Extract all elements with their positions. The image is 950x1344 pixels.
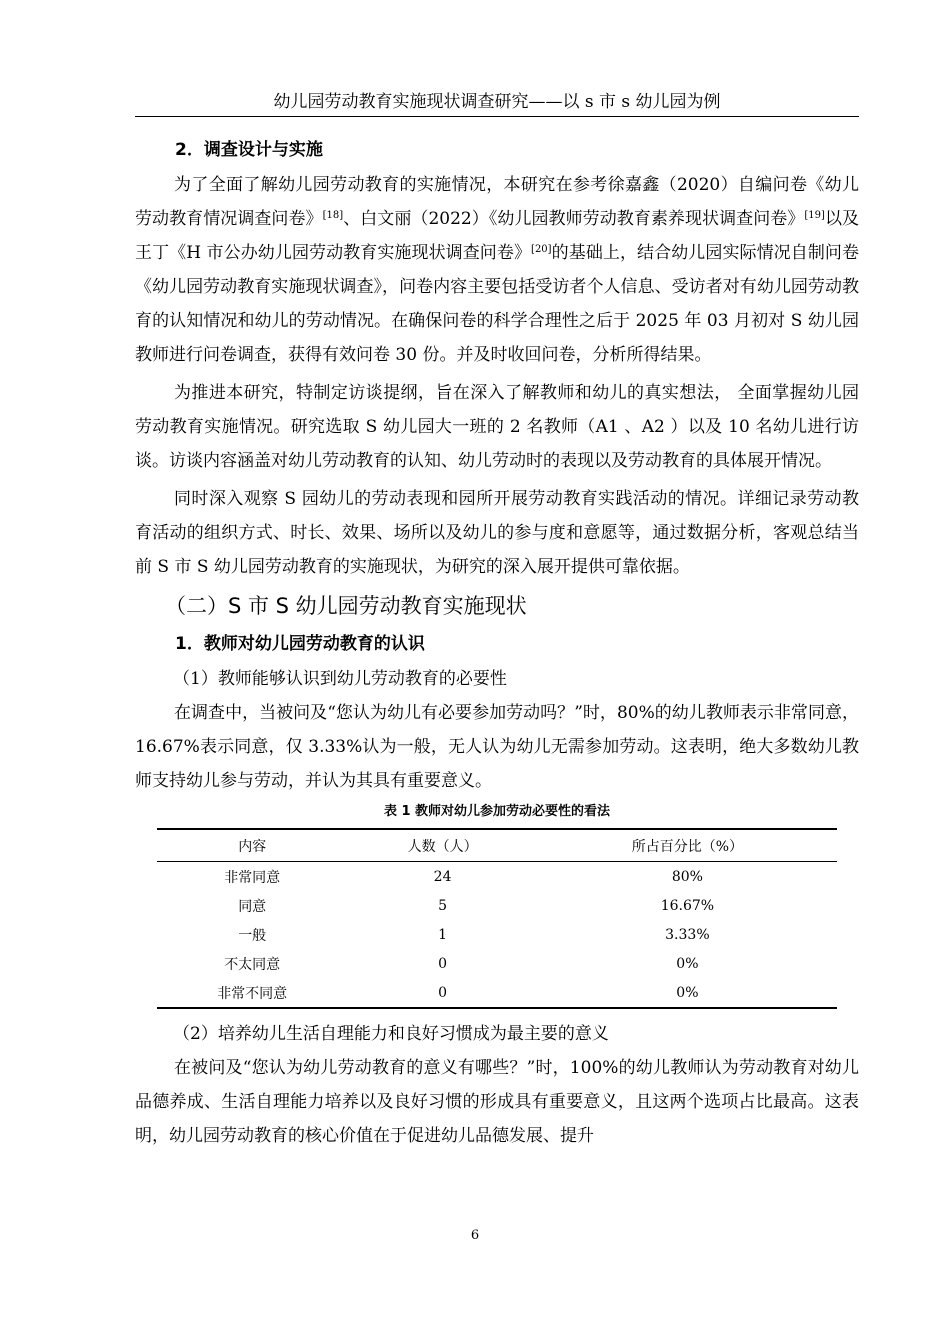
data-table [157, 828, 837, 1009]
paragraph-necessity-results: 在调查中，当被问及“您认为幼儿有必要参加劳动吗？”时，80%的幼儿教师表示非常同意，16.67%表示同意，仅 3.33%认为一般，无人认为幼儿无需参加劳动。这表明，绝大多数幼儿教师支持幼儿参与劳动，并认为其具有重要意义。 [135, 703, 859, 791]
table-cell: 0 [438, 984, 448, 1001]
page-body [135, 132, 859, 1153]
table-row [157, 862, 837, 892]
table-cell: 同意 [238, 898, 267, 915]
point-heading-necessity: （1）教师能够认识到幼儿劳动教育的必要性 [173, 669, 507, 689]
table-cell: 0% [676, 955, 699, 972]
section-heading-status: （二）S 市 S 幼儿园劳动教育实施现状 [165, 594, 527, 618]
table-cell: 0% [676, 984, 699, 1001]
table-caption: 表 1 教师对幼儿参加劳动必要性的看法 [383, 804, 611, 819]
citation-ref: [18] [322, 210, 344, 221]
paragraph-text: 的基础上，结合幼儿园实际情况自制问卷《幼儿园劳动教育实施现状调查》，问卷内容主要包括受访者个人信息、受访者对有幼儿园劳动教育的认知情况和幼儿的劳动情况。在确保问卷的科学合理性之后于 2025 年 03 月初对 S 幼儿园教师进行问卷调查，获得有效问卷 30 份。并及时收回问卷，分析所得结果。 [135, 243, 859, 365]
paragraph-text: 为了全面了解幼儿园劳动教育的实施情况，本研究在参考徐嘉鑫（2020）自编问卷《幼儿劳动教育情况调查问卷》 [135, 175, 859, 229]
table-row [157, 978, 837, 1008]
table-row [157, 949, 837, 978]
citation-ref: [20] [531, 244, 552, 255]
paragraph-questionnaire [135, 168, 859, 372]
table-cell: 5 [438, 897, 448, 914]
citation-ref: [19] [804, 210, 825, 221]
column-header: 人数（人） [407, 838, 478, 855]
section-heading-survey-design: 2．调查设计与实施 [175, 140, 323, 160]
subsection-heading-teacher-cognition: 1．教师对幼儿园劳动教育的认识 [175, 634, 425, 654]
table-cell: 16.67% [660, 897, 715, 914]
table-cell: 0 [438, 955, 448, 972]
paragraph-text: 以及王丁《H 市公办幼儿园劳动教育实施现状调查问卷》 [135, 209, 860, 263]
running-header [135, 90, 859, 117]
table-cell: 非常同意 [224, 869, 281, 886]
page-number: 6 [470, 1228, 480, 1243]
column-header: 所占百分比（%） [631, 838, 744, 855]
table-cell: 不太同意 [224, 956, 281, 973]
table-cell: 24 [433, 868, 452, 885]
table-cell: 3.33% [665, 926, 710, 943]
point-heading-significance: （2）培养幼儿生活自理能力和良好习惯成为最主要的意义 [173, 1024, 609, 1044]
paragraph-observation: 同时深入观察 S 园幼儿的劳动表现和园所开展劳动教育实践活动的情况。详细记录劳动教育活动的组织方式、时长、效果、场所以及幼儿的参与度和意愿等，通过数据分析，客观总结当前 S 市 S 幼儿园劳动教育的实施现状，为研究的深入展开提供可靠依据。 [135, 489, 859, 577]
paragraph-significance-results: 在被问及“您认为幼儿劳动教育的意义有哪些？”时，100%的幼儿教师认为劳动教育对幼儿品德养成、生活自理能力培养以及良好习惯的形成具有重要意义，且这两个选项占比最高。这表明，幼儿园劳动教育的核心价值在于促进幼儿品德发展、提升 [135, 1058, 859, 1146]
table-cell: 一般 [238, 927, 267, 944]
paragraph-text: 、白文丽（2022）《幼儿园教师劳动教育素养现状调查问卷》 [343, 209, 805, 229]
table-header-row [157, 829, 837, 862]
paragraph-interview: 为推进本研究，特制定访谈提纲，旨在深入了解教师和幼儿的真实想法， 全面掌握幼儿园劳动教育实施情况。研究选取 S 幼儿园大一班的 2 名教师（A1 、A2 ）以及 10 名幼儿进行访谈。访谈内容涵盖对幼儿劳动教育的认知、幼儿劳动时的表现以及劳动教育的具体展开情况。 [135, 383, 859, 471]
table-cell: 80% [671, 868, 703, 885]
column-header: 内容 [238, 838, 267, 855]
table-cell: 非常不同意 [217, 985, 288, 1002]
running-header-title: 幼儿园劳动教育实施现状调查研究——以 s 市 s 幼儿园为例 [273, 92, 721, 112]
table-row [157, 891, 837, 920]
table-row [157, 920, 837, 949]
table-cell: 1 [438, 926, 448, 943]
